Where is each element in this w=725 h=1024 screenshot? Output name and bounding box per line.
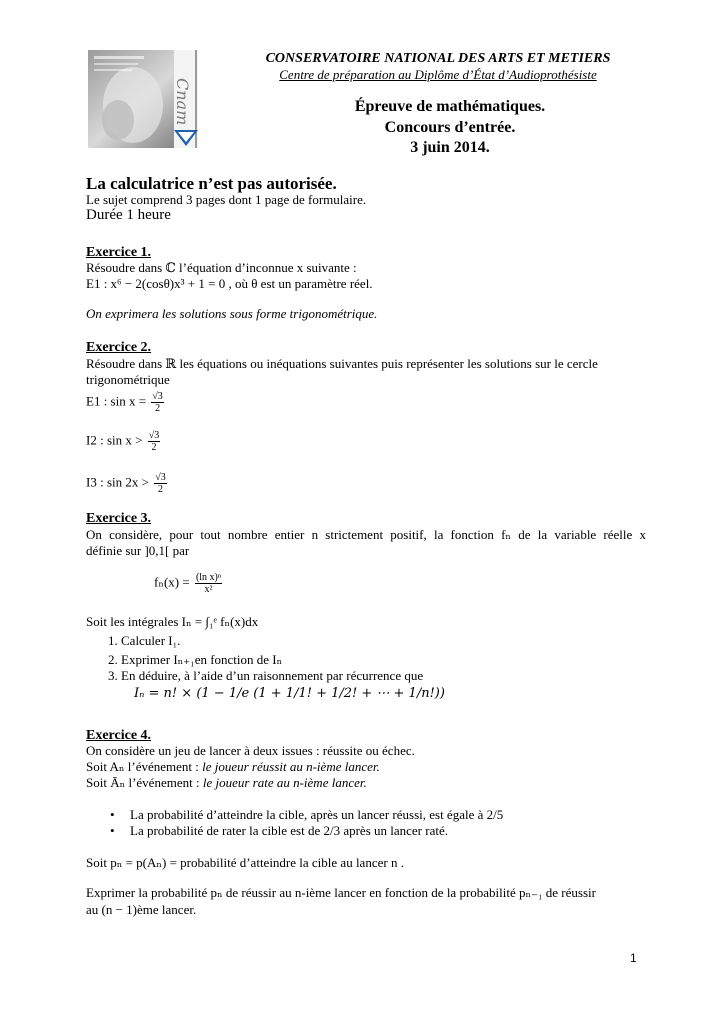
ex3-formula: Iₙ = n! × (1 − 1/e (1 + 1/1! + 1/2! + ⋯ + 1/n!)) (134, 686, 445, 701)
pages-note: Le sujet comprend 3 pages dont 1 page de formulaire. (86, 192, 367, 207)
ex3-line2: définie sur ]0,1[ par (86, 543, 190, 558)
ex3-item3: 3. En déduire, à l’aide d’un raisonnement par récurrence que (108, 668, 424, 683)
ex3-integrals: Soit les intégrales Iₙ = ∫₁ᵉ fₙ(x)dx (86, 614, 259, 629)
logo-text: Cnam (173, 78, 192, 126)
ex2-e1-frac: $\frac{√3}{2}$ (152, 391, 163, 414)
ex4-q1: Exprimer la probabilité pₙ de réussir au n-ième lancer en fonction de la probabilité pₙ₋₁ de réussir (86, 885, 596, 900)
page-number: 1 (630, 951, 637, 965)
ex3-fn-label: fₙ(x) = (154, 574, 190, 590)
ex4-bullet2: • La probabilité de rater la cible est de 2/3 après un lancer raté. (130, 823, 448, 839)
ex1-title: Exercice 1. (86, 245, 152, 260)
ex4-anbar-prefix: Soit Āₙ l’événement : (86, 775, 203, 790)
ex2-i3 (86, 472, 169, 495)
ex3-title: Exercice 3. (86, 511, 152, 526)
ex4-an-text: le joueur réussit au n-ième lancer. (202, 759, 380, 774)
ex4-line1: On considère un jeu de lancer à deux issues : réussite ou échec. (86, 743, 415, 758)
ex4-bullet1: • La probabilité d’atteindre la cible, après un lancer réussi, est égale à 2/5 (130, 807, 503, 823)
ex2-i2-frac: $\frac{√3}{2}$ (148, 430, 160, 453)
ex2-e1 (86, 391, 166, 414)
ex2-line2: trigonométrique (86, 372, 170, 387)
ex2-i2 (86, 430, 162, 453)
ex2-e1-label: E1 : sin x = (86, 393, 147, 409)
ex4-title: Exercice 4. (86, 728, 152, 743)
ex2-title: Exercice 2. (86, 340, 152, 355)
ex1-note: On exprimera les solutions sous forme trigonométrique. (86, 306, 378, 321)
ex3-fn-def (154, 572, 224, 595)
ex4-anbar (86, 775, 367, 791)
ex4-an-prefix: Soit Aₙ l’événement : (86, 759, 203, 774)
ex3-item1: 1. Calculer I₁. (108, 633, 181, 648)
ex1-equation: E1 : x⁶ − 2(cosθ)x³ + 1 = 0 , où θ est un paramètre réel. (86, 276, 373, 291)
ex2-line1: Résoudre dans ℝ les équations ou inéquations suivantes puis représenter les solutions sur le cercle (86, 356, 598, 371)
ex4-an (86, 759, 380, 775)
ex3-item2: 2. Exprimer Iₙ₊₁en fonction de Iₙ (108, 652, 283, 667)
ex4-q2: au (n − 1)ème lancer. (86, 902, 197, 917)
concours-title: Concours d’entrée. (384, 119, 516, 136)
epreuve-title: Épreuve de mathématiques. (354, 98, 546, 115)
ex3-fn-frac: $\frac{\text{(ln x)ⁿ}}{\text{x²}}$ (195, 572, 222, 595)
ex2-i2-label: I2 : sin x > (86, 432, 143, 448)
ex4-pn: Soit pₙ = p(Aₙ) = probabilité d’atteindre la cible au lancer n . (86, 855, 404, 870)
calculator-note: La calculatrice n’est pas autorisée. (86, 174, 337, 193)
ex1-line1: Résoudre dans ℂ l’équation d’inconnue x suivante : (86, 260, 357, 275)
exam-date: 3 juin 2014. (410, 139, 490, 156)
ex2-i3-label: I3 : sin 2x > (86, 474, 149, 490)
ex3-line1: On considère, pour tout nombre entier n strictement positif, la fonction fₙ de la variable réelle x (86, 527, 646, 542)
duration: Durée 1 heure (86, 207, 171, 223)
cnam-logo (88, 50, 198, 148)
org-name: CONSERVATOIRE NATIONAL DES ARTS ET METIERS (265, 51, 611, 66)
ex4-anbar-text: le joueur rate au n-ième lancer. (202, 775, 367, 790)
centre-name: Centre de préparation au Diplôme d’État d’Audioprothésiste (279, 67, 597, 82)
ex2-i3-frac: $\frac{√3}{2}$ (155, 472, 166, 495)
